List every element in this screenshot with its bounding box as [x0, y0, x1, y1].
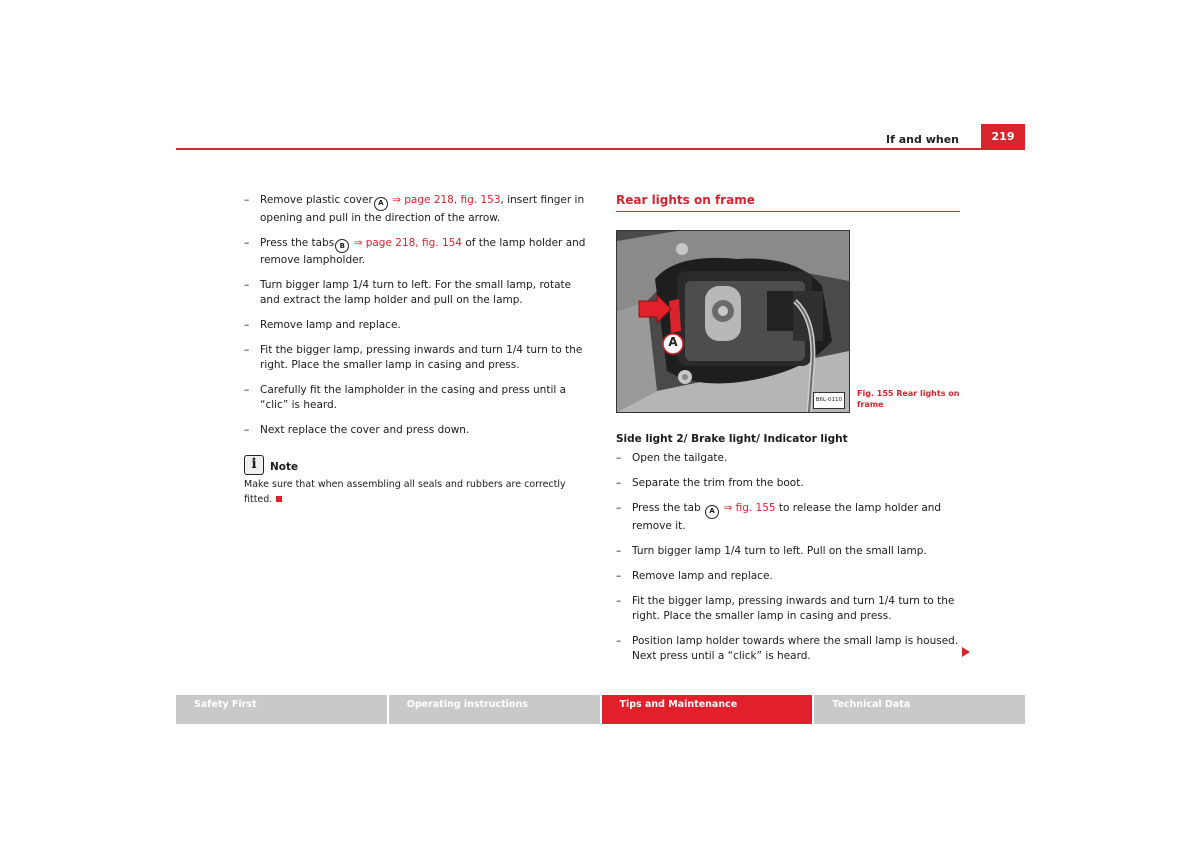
- note-box: [244, 454, 589, 507]
- step-text: Fit the bigger lamp, pressing inwards and turn 1/4 turn to the right. Place the smaller lamp in casing and press.: [260, 344, 583, 371]
- step-text: Open the tailgate.: [632, 452, 728, 464]
- callout-badge: A: [374, 197, 388, 211]
- list-dash: –: [616, 477, 622, 489]
- footer-tab[interactable]: Operating instructions: [389, 695, 600, 724]
- subsection-title: Side light 2/ Brake light/ Indicator light: [616, 433, 848, 445]
- continue-arrow-icon: [962, 647, 970, 657]
- rear-light-photo: [616, 230, 850, 413]
- list-item: [616, 594, 960, 624]
- list-item: [244, 343, 589, 373]
- footer-tab[interactable]: Tips and Maintenance: [602, 695, 813, 724]
- list-item: [616, 451, 960, 466]
- note-text: Make sure that when assembling all seals and rubbers are correctly fitted.: [244, 479, 566, 505]
- list-dash: –: [616, 502, 622, 514]
- list-dash: –: [244, 319, 250, 331]
- figure-block: [616, 230, 960, 412]
- step-text: , insert finger in opening and pull in the direction of the arrow.: [260, 194, 585, 224]
- info-icon: i: [244, 455, 264, 475]
- step-text: Remove lamp and replace.: [260, 319, 401, 331]
- list-dash: –: [244, 344, 250, 356]
- step-text: Separate the trim from the boot.: [632, 477, 804, 489]
- callout-badge: B: [335, 239, 349, 253]
- step-text: Carefully fit the lampholder in the casing and press until a “clic” is heard.: [260, 384, 567, 411]
- figure-caption: Fig. 155 Rear lights on frame: [857, 389, 960, 409]
- list-dash: –: [616, 452, 622, 464]
- cross-reference-link[interactable]: ⇒ fig. 155: [720, 502, 776, 514]
- list-item: [244, 383, 589, 413]
- step-text: Turn bigger lamp 1/4 turn to left. For the small lamp, rotate and extract the lamp holder and pull on the lamp.: [260, 279, 572, 306]
- page-number: 219: [981, 124, 1025, 149]
- list-dash: –: [244, 384, 250, 396]
- callout-badge: A: [705, 505, 719, 519]
- footer-nav: [176, 695, 1025, 724]
- footer-tab[interactable]: Technical Data: [814, 695, 1025, 724]
- list-item: [616, 569, 960, 584]
- step-text: Remove plastic cover: [260, 194, 373, 206]
- list-dash: –: [616, 569, 622, 582]
- list-item: [244, 278, 589, 308]
- step-text: Press the tab: [632, 502, 705, 514]
- list-dash: –: [616, 594, 622, 607]
- list-item: [616, 544, 960, 559]
- list-item: [616, 476, 960, 491]
- step-text: Next replace the cover and press down.: [260, 424, 470, 436]
- step-text: Fit the bigger lamp, pressing inwards and turn 1/4 turn to the right. Place the smaller lamp in casing and press.: [632, 594, 955, 622]
- header-rule: [176, 148, 1025, 150]
- list-dash: –: [244, 424, 250, 436]
- list-item: [244, 236, 589, 269]
- list-item: [616, 501, 960, 534]
- figure-code: B6L-0110: [813, 392, 845, 409]
- list-dash: –: [244, 279, 250, 291]
- figure-label-a: A: [668, 335, 678, 349]
- step-text: to release the lamp holder and remove it.: [632, 502, 942, 532]
- note-title: Note: [270, 461, 299, 473]
- step-text: Position lamp holder towards where the small lamp is housed. Next press until a “click” is heard.: [632, 634, 959, 662]
- step-text: Press the tabs: [260, 236, 335, 249]
- section-title: Rear lights on frame: [616, 193, 960, 212]
- list-item: [244, 193, 589, 226]
- list-item: [244, 423, 589, 438]
- left-column: [244, 193, 589, 507]
- list-dash: –: [244, 194, 250, 206]
- step-text: of the lamp holder and remove lampholder.: [260, 236, 586, 266]
- list-dash: –: [616, 544, 622, 557]
- list-item: [616, 634, 960, 664]
- left-step-list: [244, 193, 589, 438]
- running-header-title: If and when: [886, 133, 959, 146]
- step-text: Turn bigger lamp 1/4 turn to left. Pull on the small lamp.: [632, 544, 927, 557]
- right-step-list: [616, 451, 960, 664]
- end-of-section-icon: [276, 496, 282, 502]
- cross-reference-link[interactable]: ⇒ page 218, fig. 153: [388, 194, 501, 206]
- list-dash: –: [244, 236, 250, 249]
- rear-light-illustration: [617, 231, 849, 412]
- footer-tab[interactable]: Safety First: [176, 695, 387, 724]
- list-item: [244, 318, 589, 333]
- right-column: [616, 193, 960, 674]
- list-dash: –: [616, 634, 622, 647]
- cross-reference-link[interactable]: ⇒ page 218, fig. 154: [350, 236, 462, 249]
- step-text: Remove lamp and replace.: [632, 569, 773, 582]
